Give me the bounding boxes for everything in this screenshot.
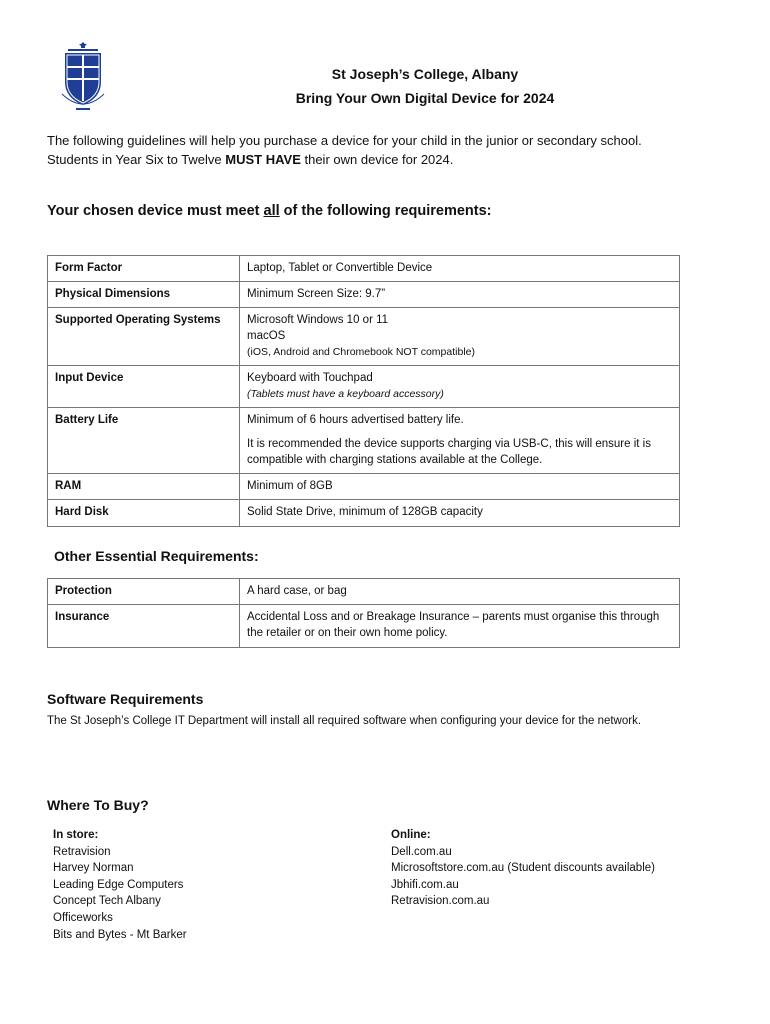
row-value: Laptop, Tablet or Convertible Device [240, 256, 680, 282]
intro-line-2-pre: Students in Year Six to Twelve [47, 152, 226, 167]
row-value [240, 408, 680, 474]
table-row [48, 308, 680, 366]
list-item: Retravision.com.au [391, 895, 490, 908]
online-list [391, 827, 655, 910]
intro-line-1: The following guidelines will help you purchase a device for your child in the junior or secondary school. [47, 133, 642, 148]
row-value: Minimum of 8GB [240, 474, 680, 500]
document-title: Bring Your Own Digital Device for 2024 [295, 90, 555, 106]
list-item: Dell.com.au [391, 845, 452, 858]
table-row [48, 366, 680, 408]
row-label: Physical Dimensions [48, 282, 240, 308]
table-row [48, 474, 680, 500]
row-label: Protection [48, 579, 240, 605]
os-note: (iOS, Android and Chromebook NOT compatible) [247, 346, 475, 358]
row-label: RAM [48, 474, 240, 500]
list-item: Concept Tech Albany [53, 895, 161, 908]
instore-heading: In store: [53, 829, 99, 841]
row-label: Supported Operating Systems [48, 308, 240, 366]
battery-usbc-note: It is recommended the device supports charging via USB-C, this will ensure it is compatible with charging stations available at the College. [247, 438, 651, 466]
other-requirements-table [47, 578, 680, 648]
row-value: A hard case, or bag [240, 579, 680, 605]
row-value: Minimum Screen Size: 9.7” [240, 282, 680, 308]
row-label: Insurance [48, 605, 240, 648]
input-note: (Tablets must have a keyboard accessory) [247, 388, 444, 400]
row-label: Hard Disk [48, 500, 240, 527]
row-label: Battery Life [48, 408, 240, 474]
row-value: Accidental Loss and or Breakage Insurance – parents must organise this through the retailer or on their own home policy. [240, 605, 680, 648]
table-row [48, 256, 680, 282]
row-value [240, 366, 680, 408]
os-macos: macOS [247, 330, 286, 342]
row-label: Form Factor [48, 256, 240, 282]
os-windows: Microsoft Windows 10 or 11 [247, 314, 389, 326]
table-row [48, 579, 680, 605]
requirements-heading-pre: Your chosen device must meet [47, 203, 264, 219]
row-value: Solid State Drive, minimum of 128GB capacity [240, 500, 680, 527]
input-value: Keyboard with Touchpad [247, 372, 373, 384]
table-row [48, 605, 680, 648]
instore-list [53, 827, 187, 943]
list-item: Leading Edge Computers [53, 878, 184, 891]
list-item: Harvey Norman [53, 862, 134, 875]
software-heading: Software Requirements [47, 691, 204, 707]
requirements-heading-all: all [263, 203, 280, 219]
table-row [48, 282, 680, 308]
software-paragraph: The St Joseph’s College IT Department will install all required software when configuring your device for the network. [47, 715, 642, 727]
table-row [48, 408, 680, 474]
list-item: Retravision [53, 845, 111, 858]
table-row [48, 500, 680, 527]
list-item: Microsoftstore.com.au (Student discounts available) [391, 862, 655, 875]
device-requirements-table [47, 255, 680, 527]
online-heading: Online: [391, 829, 431, 841]
intro-line-2-post: their own device for 2024. [300, 152, 454, 167]
requirements-heading [47, 203, 492, 219]
list-item: Jbhifi.com.au [391, 878, 459, 891]
requirements-heading-post: of the following requirements: [279, 203, 492, 219]
row-value [240, 308, 680, 366]
row-label: Input Device [48, 366, 240, 408]
list-item: Bits and Bytes - Mt Barker [53, 928, 187, 941]
battery-minimum: Minimum of 6 hours advertised battery life. [247, 414, 464, 426]
intro-must-have: MUST HAVE [225, 152, 301, 167]
school-title: St Joseph’s College, Albany [331, 66, 519, 82]
where-to-buy-heading: Where To Buy? [47, 797, 149, 813]
list-item: Officeworks [53, 911, 113, 924]
other-requirements-heading: Other Essential Requirements: [54, 548, 259, 564]
intro-paragraph [47, 131, 737, 169]
